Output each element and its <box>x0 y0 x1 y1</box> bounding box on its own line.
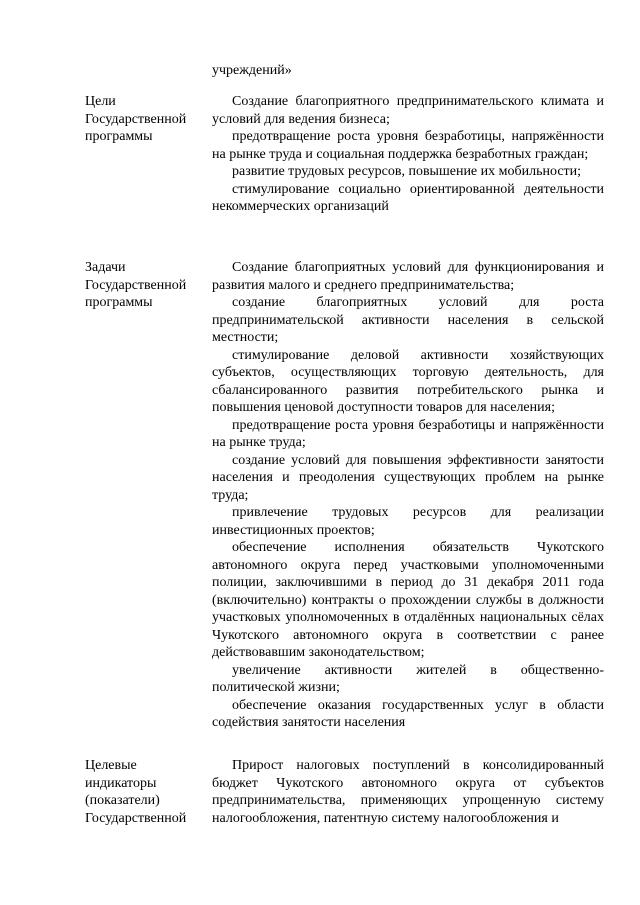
goal-paragraph: предотвращение роста уровня безработицы, напряжённости на рынке труда и социальная поддержка безработных граждан; <box>212 129 604 162</box>
goal-paragraph: развитие трудовых ресурсов, повышение их мобильности; <box>232 164 582 179</box>
previous-row-continuation <box>212 62 604 80</box>
task-paragraph: Создание благоприятных условий для функционирования и развития малого и среднего предпринимательства; <box>212 260 604 293</box>
task-paragraph: создание благоприятных условий для роста предпринимательской активности населения в сельской местности; <box>212 295 604 345</box>
indicator-paragraph: Прирост налоговых поступлений в консолидированный бюджет Чукотского автономного округа от субъектов предпринимательства, применяющих упрощенную систему налогообложения, патентную систему налогообложения и <box>212 758 604 826</box>
task-paragraph: привлечение трудовых ресурсов для реализации инвестиционных проектов; <box>212 505 604 538</box>
goal-paragraph: стимулирование социально ориентированной деятельности некоммерческих организаций <box>212 181 604 214</box>
task-paragraph: обеспечение оказания государственных услуг в области содействия занятости населения <box>212 697 604 730</box>
tasks-content <box>212 259 604 732</box>
task-paragraph: стимулирование деловой активности хозяйствующих субъектов, осуществляющих торговую деятельность, для сбалансированного развития потребительского рынка и повышения ценовой доступности товаров для населения; <box>212 347 604 415</box>
tasks-label: Задачи Государственной программы <box>85 260 187 310</box>
task-paragraph: создание условий для повышения эффективности занятости населения и преодоления существующих проблем на рынке труда; <box>212 452 604 503</box>
continuation-text: учреждений» <box>212 63 292 78</box>
indicators-content <box>212 757 604 827</box>
indicators-label: Целевые индикаторы (показатели) Государственной <box>85 758 187 826</box>
goals-label: Цели Государственной программы <box>85 94 187 144</box>
task-paragraph: обеспечение исполнения обязательств Чукотского автономного округа перед участковыми уполномоченными полиции, заключившими в период до 31 декабря 2011 года (включительно) контракты о прохождении службы в должности участковых уполномоченных в отдалённых национальных сёлах Чукотского автономного округа в соответствии с ранее действовавшим законодательством; <box>212 540 604 660</box>
task-paragraph: предотвращение роста уровня безработицы и напряжённости на рынке труда; <box>212 417 604 450</box>
goals-content <box>212 93 604 216</box>
task-paragraph: увеличение активности жителей в общественно-политической жизни; <box>212 662 604 695</box>
goal-paragraph: Создание благоприятного предпринимательского климата и условий для ведения бизнеса; <box>212 94 604 127</box>
